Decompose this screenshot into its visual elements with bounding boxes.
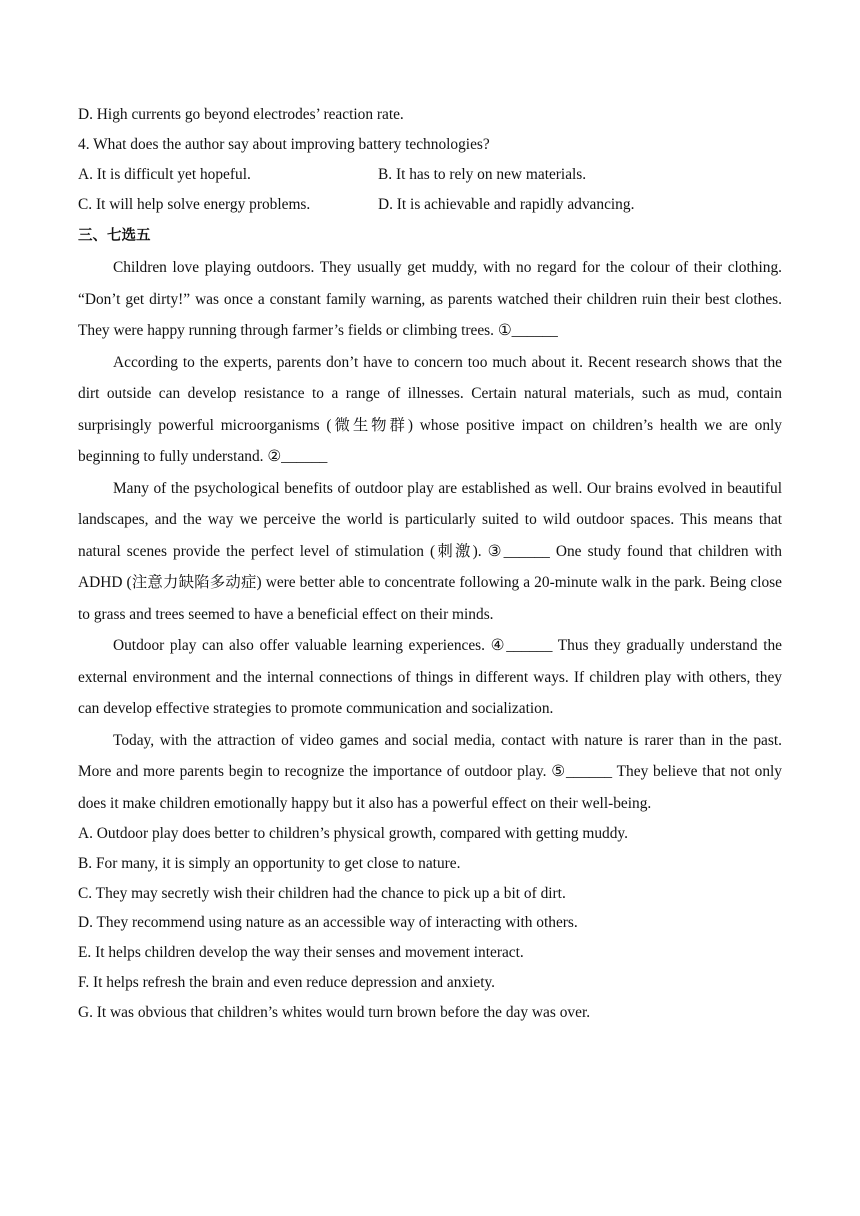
passage-paragraph-4: Outdoor play can also offer valuable learning experiences. ④______ Thus they gradually understand the external environment and the internal connections of things in different ways. If children play with others, they can develop effective strategies to promote communication and socialization. [78, 637, 782, 717]
answer-option-c: C. They may secretly wish their children had the chance to pick up a bit of dirt. [78, 884, 566, 902]
answer-option-f: F. It helps refresh the brain and even reduce depression and anxiety. [78, 973, 496, 991]
q4-question: 4. What does the author say about improving battery technologies? [78, 136, 490, 153]
q4-option-b: B. It has to rely on new materials. [378, 166, 587, 183]
q4-option-a: A. It is difficult yet hopeful. [78, 166, 251, 183]
answer-options [78, 819, 782, 1028]
section-title: 三、七选五 [78, 228, 151, 244]
answer-option-d: D. They recommend using nature as an accessible way of interacting with others. [78, 914, 578, 932]
q4-option-c: C. It will help solve energy problems. [78, 196, 311, 213]
q3-option-d: D. High currents go beyond electrodes’ reaction rate. [78, 106, 404, 123]
passage-paragraph-5: Today, with the attraction of video games and social media, contact with nature is rarer than in the past. More and more parents begin to recognize the importance of outdoor play. ⑤______ They believe that not only does it make children emotionally happy but it also has a powerful effect on their well-being. [78, 731, 782, 812]
passage-paragraph-2: According to the experts, parents don’t have to concern too much about it. Recent research shows that the dirt outside can develop resistance to a range of illnesses. Certain natural materials, such as mud, contain surprisingly powerful microorganisms (微生物群) whose positive impact on children’s health we are only beginning to fully understand. ②______ [78, 353, 782, 465]
passage-paragraph-3: Many of the psychological benefits of outdoor play are established as well. Our brains evolved in beautiful landscapes, and the way we perceive the world is particularly suited to wild outdoor spaces. This means that natural scenes provide the perfect level of stimulation (刺激). ③______ One study found that children with ADHD (注意力缺陷多动症) were better able to concentrate following a 20-minute walk in the park. Being close to grass and trees seemed to have a beneficial effect on their minds. [78, 479, 782, 623]
document-page [78, 100, 782, 1028]
answer-option-e: E. It helps children develop the way their senses and movement interact. [78, 944, 524, 962]
q4-option-d: D. It is achievable and rapidly advancing. [378, 196, 635, 213]
answer-option-g: G. It was obvious that children’s whites would turn brown before the day was over. [78, 1003, 591, 1021]
q4-options-row-1 [78, 160, 782, 190]
answer-option-b: B. For many, it is simply an opportunity to get close to nature. [78, 854, 461, 872]
answer-option-a: A. Outdoor play does better to children’s physical growth, compared with getting muddy. [78, 825, 628, 842]
passage-paragraph-1: Children love playing outdoors. They usually get muddy, with no regard for the colour of their clothing. “Don’t get dirty!” was once a constant family warning, as parents watched their children ruin their best clothes. They were happy running through farmer’s fields or climbing trees. ①______ [78, 259, 782, 339]
q4-options-row-2 [78, 190, 782, 220]
